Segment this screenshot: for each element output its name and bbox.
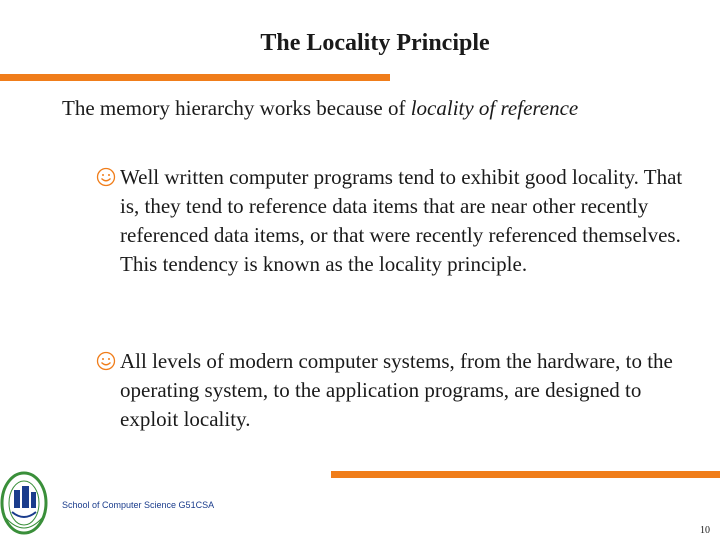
slide-title: The Locality Principle <box>260 30 490 56</box>
bullet-item <box>96 163 696 279</box>
bullet-text: All levels of modern computer systems, from the hardware, to the operating system, to the application programs, are designed to exploit locality. <box>120 349 673 431</box>
university-logo <box>0 466 54 540</box>
top-accent-bar <box>0 74 390 81</box>
bullet-text: Well written computer programs tend to exhibit good locality. That is, they tend to reference data items that are near other recently referenced data items, or that were recently referenced themselves. This tendency is known as the locality principle. <box>120 165 683 276</box>
bullet-item <box>96 347 696 434</box>
intro-text <box>62 96 578 121</box>
intro-prefix: The memory hierarchy works because of <box>62 96 411 120</box>
page-number: 10 <box>700 525 710 536</box>
smiley-icon <box>96 351 116 371</box>
bottom-accent-bar <box>331 471 720 478</box>
smiley-icon <box>96 167 116 187</box>
intro-emphasis: locality of reference <box>410 96 579 120</box>
footer-text: School of Computer Science G51CSA <box>62 500 215 510</box>
